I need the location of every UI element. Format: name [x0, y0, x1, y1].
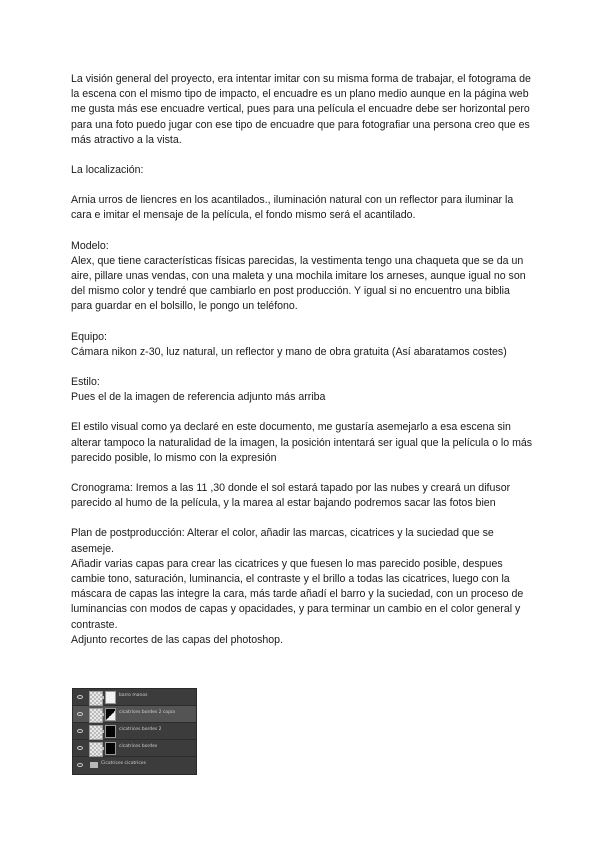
layer-thumbnail [89, 691, 103, 706]
eye-icon [77, 729, 83, 733]
paragraph-location: Arnia urros de liencres en los acantilados., iluminación natural con un reflector para iluminar la cara e imitar el mensaje de la película, el fondo mismo será el acantilado. [71, 194, 514, 222]
paragraph-overview: La visión general del proyecto, era intentar imitar con su misma forma de trabajar, el fotograma de la escena con el mismo tipo de impacto, el encuadre es un plano medio aunque en la página web me gusta más ese encuadre vertical, pues para una película el encuadre debe ser horizontal pero para una foto puedo jugar con ese tipo de encuadre que para fotografiar una persona creo que es más atractivo a la vista. [71, 73, 531, 146]
layer-mask-thumbnail [105, 708, 116, 721]
layer-name: cicatrices bordes 2 copia [119, 710, 176, 715]
layer-name: cicatrices bordes 2 [119, 727, 162, 732]
layer-group-row [73, 757, 196, 774]
layer-row [73, 723, 196, 740]
group-name: Cicatrices cicatrices [101, 761, 146, 766]
layer-row [73, 706, 196, 723]
layer-mask-thumbnail [105, 742, 116, 755]
layer-thumbnail [89, 708, 103, 723]
paragraph-location-heading: La localización: [71, 164, 144, 177]
link-icon [102, 730, 104, 733]
eye-icon [77, 712, 83, 716]
link-icon [102, 747, 104, 750]
paragraph-schedule: Cronograma: Iremos a las 11 ,30 donde el sol estará tapado por las nubes y creará un difusor parecido al humo de la película, y la marea al estar bajando podremos sacar las fotos bien [71, 482, 511, 510]
document-body [71, 72, 533, 663]
layer-thumbnail [89, 742, 103, 757]
eye-icon [77, 695, 83, 699]
photoshop-layers-screenshot [72, 688, 197, 775]
layer-name: cicatrices bordes [119, 744, 158, 749]
paragraph-style: Estilo: Pues el de la imagen de referencia adjunto más arriba [71, 376, 326, 404]
layer-name: barro manos [119, 693, 148, 698]
link-icon [102, 713, 104, 716]
layer-row [73, 740, 196, 757]
layer-mask-thumbnail [105, 691, 116, 704]
eye-icon [77, 746, 83, 750]
folder-icon [90, 762, 98, 768]
paragraph-equipment: Equipo: Cámara nikon z-30, luz natural, un reflector y mano de obra gratuita (Así abaratamos costes) [71, 330, 507, 358]
layer-thumbnail [89, 725, 103, 740]
eye-icon [77, 763, 83, 767]
paragraph-model: Modelo: Alex, que tiene características físicas parecidas, la vestimenta tengo una chaqueta que se da un aire, pillare unas vendas, con una maleta y una mochila imitare los arneses, aunque igual no son del mismo color y tendré que cambiarlo en post producción. Y igual si no encuentro una biblia para guardar en el bolsillo, le pongo un teléfono. [71, 239, 526, 313]
layer-row [73, 689, 196, 706]
paragraph-postproduction: Plan de postproducción: Alterar el color, añadir las marcas, cicatrices y la suciedad que se asemeje. Añadir varias capas para crear las cicatrices y que fuesen lo mas parecido posible, despues cambie tono, saturación, luminancia, el contraste y el brillo a todas las cicatrices, luego con la máscara de capas las integre la cara, más tarde añadí el barro y la suciedad, con un proceso de luminancias con modos de capas y opacidades, y para terminar un cambio en el color general y contraste. Adjunto recortes de las capas del photoshop. [71, 527, 524, 646]
link-icon [102, 696, 104, 699]
paragraph-visual-style: El estilo visual como ya declaré en este documento, me gustaría asemejarlo a esa escena sin alterar tampoco la naturalidad de la imagen, la posición intentará ser igual que la película o lo más parecido posible, lo mismo con la expresión [71, 421, 533, 464]
layer-mask-thumbnail [105, 725, 116, 738]
